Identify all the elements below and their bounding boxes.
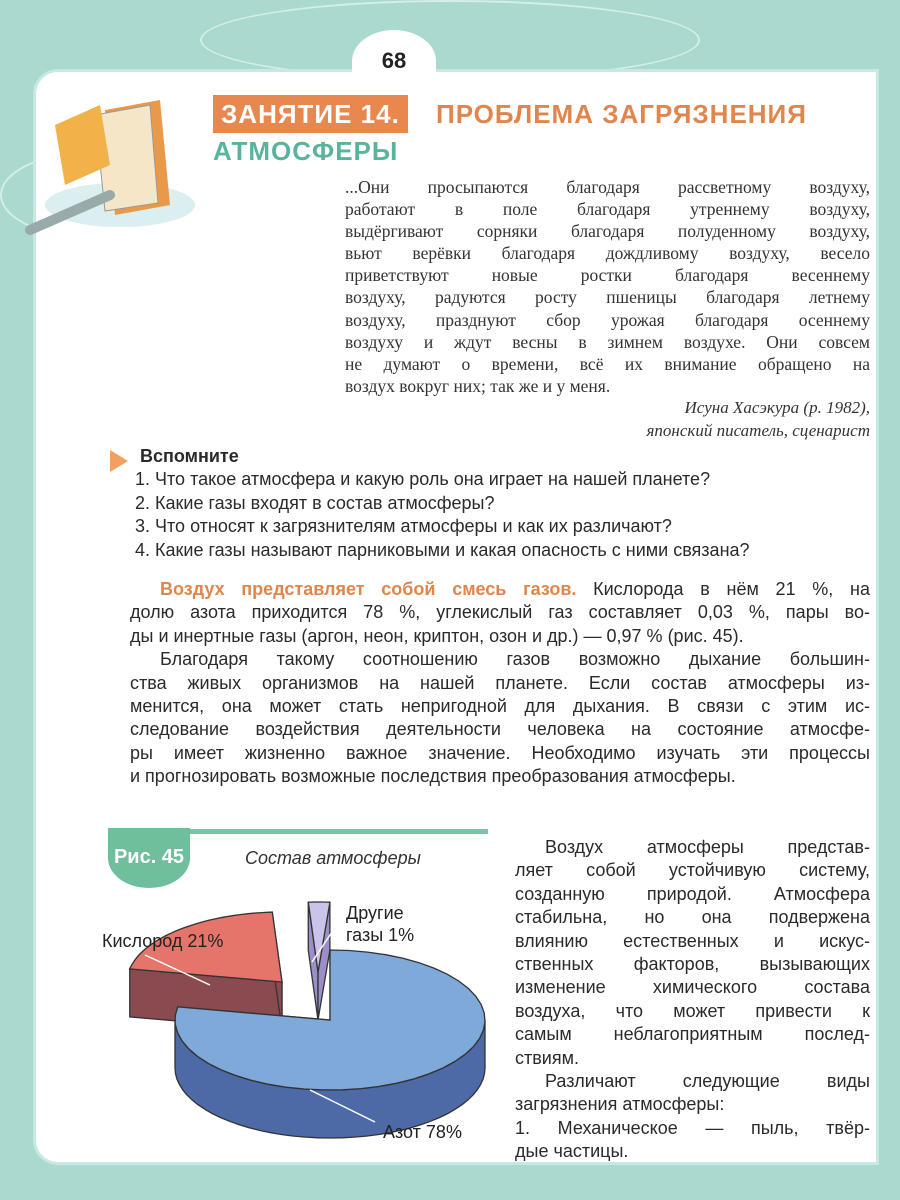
text-line: самым неблагоприятным послед- bbox=[515, 1024, 870, 1045]
text-line: ды и инертные газы (аргон, неон, криптон, озон и др.) — 0,97 % (рис. 45). bbox=[130, 625, 744, 646]
text-line: влиянию естественных и искус- bbox=[515, 930, 870, 951]
lesson-title: ПРОБЛЕМА ЗАГРЯЗНЕНИЯ bbox=[436, 99, 807, 129]
text-line: воздуху, празднуют сбор урожая благодаря осеннему bbox=[345, 309, 870, 330]
page-number: 68 bbox=[352, 30, 436, 92]
text-line: Благодаря такому соотношению газов возможно дыхание большин- bbox=[160, 649, 870, 670]
text-line: загрязнения атмосферы: bbox=[515, 1094, 725, 1115]
text-line: Различают следующие виды bbox=[545, 1071, 870, 1092]
text-line: Воздух атмосферы представ- bbox=[545, 837, 870, 857]
right-column-text bbox=[515, 836, 870, 1164]
remember-title: Вспомните bbox=[140, 446, 239, 466]
text-line: ляет собой устойчивую систему, bbox=[515, 860, 870, 881]
text-line: ства живых организмов на нашей планете. Если состав атмосферы из- bbox=[130, 672, 870, 693]
label-oxygen: Кислород 21% bbox=[102, 931, 224, 951]
text-line: ры имеет жизненно важное значение. Необходимо изучать эти процессы bbox=[130, 742, 870, 763]
text-line: дые частицы. bbox=[515, 1141, 629, 1162]
quote-author-description: японский писатель, сценарист bbox=[646, 421, 870, 440]
text-line: выдёргивают сорняки благодаря полуденному воздуху, bbox=[345, 221, 870, 242]
text-line: вьют верёвки благодаря дождливому воздуху, весело bbox=[345, 243, 870, 264]
lead-phrase: Воздух представляет собой смесь газов. bbox=[160, 579, 577, 599]
text-line: воздух вокруг них; так же и у меня. bbox=[345, 375, 611, 396]
label-nitrogen: Азот 78% bbox=[383, 1122, 462, 1142]
text-line: ...Они просыпаются благодаря рассветному воздуху, bbox=[345, 177, 870, 197]
text-line: не думают о времени, всё их внимание обращено на bbox=[345, 353, 870, 374]
text-line: воздуху, радуются росту пшеницы благодаря летнему bbox=[345, 287, 870, 308]
text-line: менится, она может стать непригодной для дыхания. В связи с этим ис- bbox=[130, 696, 870, 717]
lesson-number-badge: ЗАНЯТИЕ 14. bbox=[213, 95, 408, 133]
lesson-title-continued: АТМОСФЕРЫ bbox=[213, 136, 399, 166]
text-line: приветствуют новые ростки благодаря весеннему bbox=[345, 265, 870, 286]
lead-rest: Кислорода в нём 21 %, на bbox=[576, 579, 870, 599]
label-other-gases bbox=[346, 902, 414, 946]
text-line: ственных факторов, вызывающих bbox=[515, 954, 870, 975]
text-line: созданную природой. Атмосфера bbox=[515, 883, 870, 904]
label-other-line2: газы 1% bbox=[346, 925, 415, 945]
question-item: 1. Что такое атмосфера и какую роль она играет на нашей планете? bbox=[135, 469, 711, 489]
text-line: ствиям. bbox=[515, 1047, 579, 1068]
text-line: следование воздействия деятельности человека на состояние атмосфе- bbox=[130, 719, 870, 740]
figure-title: Состав атмосферы bbox=[245, 848, 421, 868]
text-line: долю азота приходится 78 %, углекислый газ составляет 0,03 %, пары во- bbox=[130, 602, 870, 623]
text-line: и прогнозировать возможные последствия преобразования атмосферы. bbox=[130, 766, 736, 787]
label-other-line1: Другие bbox=[346, 903, 404, 923]
question-item: 2. Какие газы входят в состав атмосферы? bbox=[135, 492, 495, 513]
figure-label-badge: Рис. 45 bbox=[108, 828, 190, 888]
text-line: работают в поле благодаря утреннему воздуху, bbox=[345, 199, 870, 220]
text-line: изменение химического состава bbox=[515, 977, 870, 998]
text-line: стабильна, но она подвержена bbox=[515, 907, 870, 928]
quote-author: Исуна Хасэкура (р. 1982), bbox=[684, 398, 870, 417]
text-line: 1. Механическое — пыль, твёр- bbox=[515, 1117, 870, 1138]
text-line: воздуха, что может привести к bbox=[515, 1000, 870, 1021]
question-item: 4. Какие газы называют парниковыми и какая опасность с ними связана? bbox=[135, 539, 750, 560]
text-line: воздуху и ждут весны в зимнем воздухе. Они совсем bbox=[345, 331, 870, 352]
question-item: 3. Что относят к загрязнителям атмосферы и как их различают? bbox=[135, 516, 672, 536]
